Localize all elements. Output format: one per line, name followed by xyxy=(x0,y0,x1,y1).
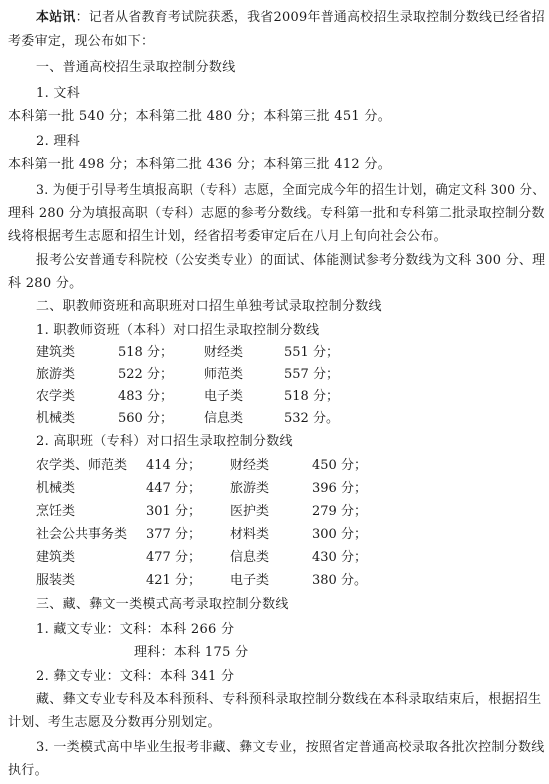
category: 农学类、师范类 xyxy=(36,458,128,473)
table-row xyxy=(0,524,549,546)
section1-p4-line-2: 科 280 分。 xyxy=(8,276,83,291)
intro-line-2: 考委审定，现公布如下： xyxy=(8,34,155,49)
score: 477 分； xyxy=(146,550,201,565)
category: 医护类 xyxy=(230,504,270,519)
score: 279 分； xyxy=(312,504,367,519)
category: 电子类 xyxy=(230,573,270,588)
category: 师范类 xyxy=(204,367,244,382)
score: 518 分； xyxy=(284,389,339,404)
section3-p3-line-2: 执行。 xyxy=(8,763,48,778)
section1-p3-line-3: 线将根据考生志愿和招生计划，经省招考委审定后在八月上旬向社会公布。 xyxy=(8,229,447,244)
score: 557 分； xyxy=(284,367,339,382)
table-row xyxy=(0,547,549,569)
section3-zang-line-2: 理科：本科 175 分 xyxy=(134,645,249,660)
category: 建筑类 xyxy=(36,550,76,565)
score: 522 分； xyxy=(118,367,173,382)
section1-title: 一、普通高校招生录取控制分数线 xyxy=(36,60,236,75)
section1-p3-line-2: 理科 280 分为填报高职（专科）志愿的参考分数线。专科第一批和专科第二批录取控制分数 xyxy=(8,206,545,221)
section1-li-scores: 本科第一批 498 分；本科第二批 436 分；本科第三批 412 分。 xyxy=(8,157,392,172)
category: 信息类 xyxy=(204,411,244,426)
category: 信息类 xyxy=(230,550,270,565)
category: 材料类 xyxy=(230,527,270,542)
table-row xyxy=(0,501,549,523)
category: 财经类 xyxy=(204,345,244,360)
category: 机械类 xyxy=(36,481,76,496)
table-row xyxy=(0,478,549,500)
table-row xyxy=(0,408,549,430)
score: 430 分； xyxy=(312,550,367,565)
table-row xyxy=(0,342,549,364)
section3-p-line-2: 计划、考生志愿及分数再分别划定。 xyxy=(8,715,221,730)
section3-title: 三、藏、彝文一类模式高考录取控制分数线 xyxy=(36,597,289,612)
score: 518 分； xyxy=(118,345,173,360)
score: 414 分； xyxy=(146,458,201,473)
section2-sub2: 2. 高职班（专科）对口招生录取控制分数线 xyxy=(36,434,293,449)
intro-lead: 本站讯 xyxy=(36,10,76,25)
category: 服装类 xyxy=(36,573,76,588)
score: 396 分； xyxy=(312,481,367,496)
score: 560 分； xyxy=(118,411,173,426)
score: 301 分； xyxy=(146,504,201,519)
score: 377 分； xyxy=(146,527,201,542)
category: 社会公共事务类 xyxy=(36,527,128,542)
section1-wen-label: 1. 文科 xyxy=(36,86,81,101)
section3-p3-line-1: 3. 一类模式高中毕业生报考非藏、彝文专业，按照省定普通高校录取各批次控制分数线 xyxy=(36,740,545,755)
score: 421 分； xyxy=(146,573,201,588)
section3-yi-line-1: 2. 彝文专业：文科：本科 341 分 xyxy=(36,669,235,684)
category: 旅游类 xyxy=(230,481,270,496)
section3-zang-line-1: 1. 藏文专业：文科：本科 266 分 xyxy=(36,622,235,637)
intro-line-1 xyxy=(36,7,545,29)
score: 532 分。 xyxy=(284,411,339,426)
section1-wen-scores: 本科第一批 540 分；本科第二批 480 分；本科第三批 451 分。 xyxy=(8,109,392,124)
table-row xyxy=(0,570,549,592)
section1-li-label: 2. 理科 xyxy=(36,134,81,149)
score: 447 分； xyxy=(146,481,201,496)
table-row xyxy=(0,386,549,408)
category: 建筑类 xyxy=(36,345,76,360)
category: 机械类 xyxy=(36,411,76,426)
score: 450 分； xyxy=(312,458,367,473)
section2-title: 二、职教师资班和高职班对口招生单独考试录取控制分数线 xyxy=(36,299,382,314)
section2-sub1: 1. 职教师资班（本科）对口招生录取控制分数线 xyxy=(36,323,320,338)
category: 电子类 xyxy=(204,389,244,404)
section1-p4-line-1: 报考公安普通专科院校（公安类专业）的面试、体能测试参考分数线为文科 300 分、理 xyxy=(36,253,546,268)
category: 财经类 xyxy=(230,458,270,473)
category: 农学类 xyxy=(36,389,76,404)
section1-p3-line-1: 3. 为便于引导考生填报高职（专科）志愿，全面完成今年的招生计划，确定文科 300 分、 xyxy=(36,183,546,198)
category: 旅游类 xyxy=(36,367,76,382)
table-row xyxy=(0,455,549,477)
score: 551 分； xyxy=(284,345,339,360)
score: 483 分； xyxy=(118,389,173,404)
score: 380 分。 xyxy=(312,573,367,588)
category: 烹饪类 xyxy=(36,504,76,519)
table-row xyxy=(0,364,549,386)
score: 300 分； xyxy=(312,527,367,542)
intro-text-1: ：记者从省教育考试院获悉，我省2009年普通高校招生录取控制分数线已经省招 xyxy=(75,10,545,25)
section3-p-line-1: 藏、彝文专业专科及本科预科、专科预科录取控制分数线在本科录取结束后，根据招生 xyxy=(36,692,542,707)
